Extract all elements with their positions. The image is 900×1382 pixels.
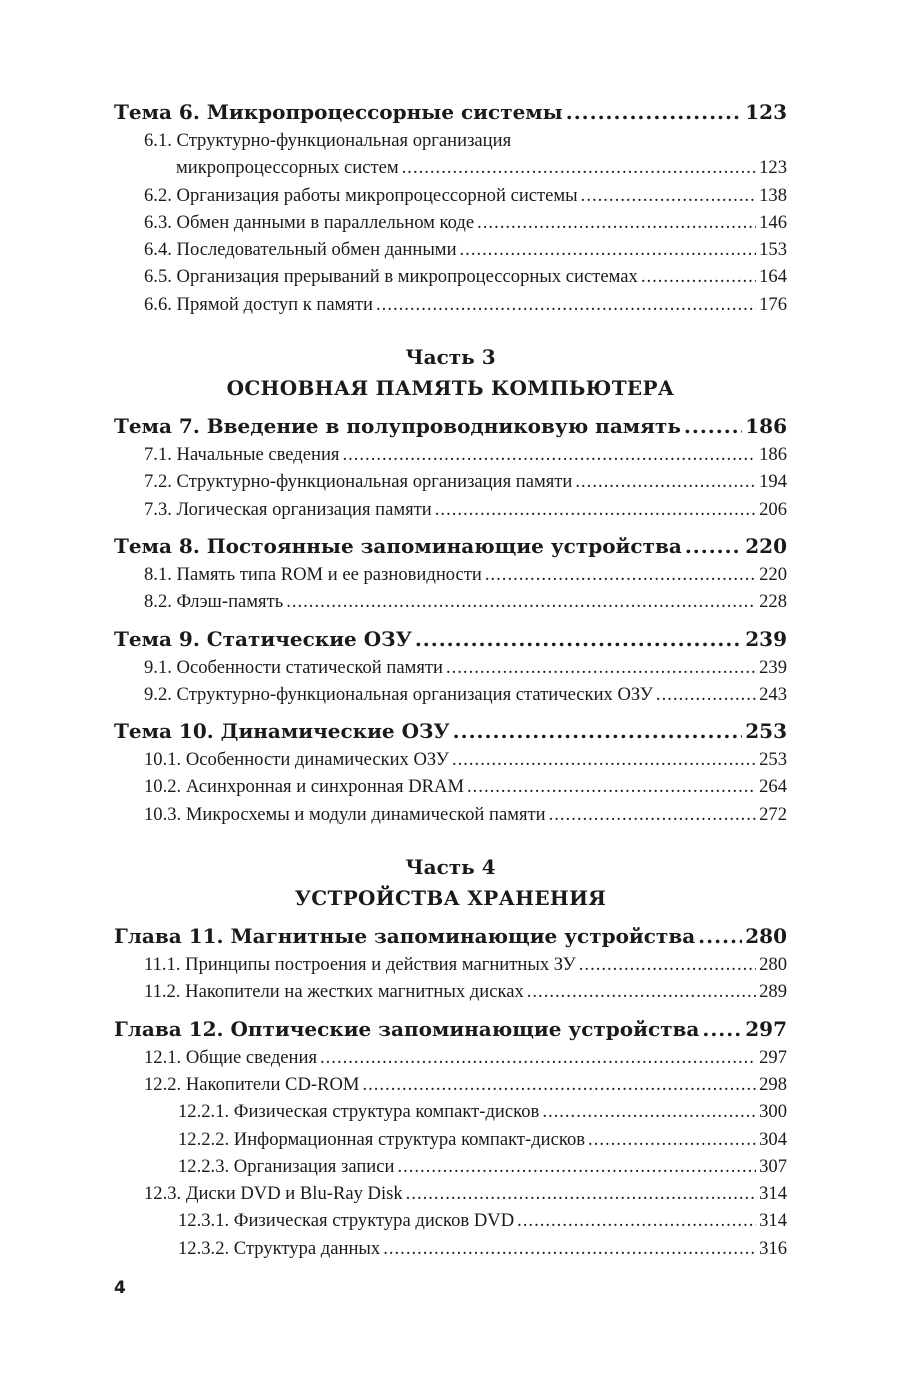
toc-label: 10.2. Асинхронная и синхронная DRAM: [144, 776, 464, 798]
toc-page: 228: [759, 591, 787, 613]
toc-title: Тема 9. Статические ОЗУ: [114, 626, 412, 651]
part-label: Часть 3: [405, 345, 496, 370]
dot-leader: [446, 654, 756, 681]
dot-leader: [527, 978, 756, 1005]
toc-page: 289: [759, 981, 787, 1003]
toc-label: 6.3. Обмен данными в параллельном коде: [144, 211, 475, 233]
toc-label: 12.3.1. Физическая структура дисков DVD: [178, 1210, 515, 1232]
dot-leader: [342, 441, 756, 468]
dot-leader: [542, 1098, 756, 1125]
toc-label: 6.1. Структурно-функциональная организация: [144, 130, 512, 151]
toc-item-12-3-2[interactable]: [114, 1235, 787, 1262]
toc-label: 10.3. Микросхемы и модули динамической памяти: [144, 803, 546, 825]
dot-leader: [376, 291, 756, 318]
toc-item-12-1[interactable]: [114, 1044, 787, 1071]
toc-item-8-1[interactable]: [114, 561, 787, 588]
toc-item-6-4[interactable]: [114, 236, 787, 263]
toc-page: 138: [759, 184, 787, 206]
toc-title: Тема 6. Микропроцессорные системы: [114, 100, 563, 124]
toc-item-7-3[interactable]: [114, 496, 787, 523]
toc-page: 194: [759, 471, 787, 493]
toc-page: 186: [759, 444, 787, 466]
toc-item-9-2[interactable]: [114, 681, 787, 708]
dot-leader: [362, 1071, 756, 1098]
toc-label: 12.2.3. Организация записи: [178, 1155, 395, 1177]
toc-page: 153: [759, 239, 787, 261]
dot-leader: [286, 588, 756, 615]
toc-page: 298: [759, 1073, 787, 1095]
toc-topic-6[interactable]: [114, 98, 787, 127]
toc-title: Тема 8. Постоянные запоминающие устройства: [114, 533, 682, 558]
toc-topic-8[interactable]: [114, 532, 787, 561]
toc-item-12-2-3[interactable]: [114, 1153, 787, 1180]
toc-topic-7[interactable]: [114, 412, 787, 441]
toc-item-12-2[interactable]: [114, 1071, 787, 1098]
toc-page: 280: [745, 924, 787, 949]
toc-page: 264: [759, 776, 787, 798]
dot-leader: [406, 1180, 756, 1207]
toc-label: 10.1. Особенности динамических ОЗУ: [144, 749, 449, 771]
toc-item-6-5[interactable]: [114, 263, 787, 290]
dot-leader: [452, 746, 756, 773]
dot-leader: [402, 154, 756, 181]
toc-page: 239: [745, 626, 787, 651]
toc-label: 6.5. Организация прерываний в микропроцессорных системах: [144, 266, 638, 288]
toc-page: 176: [759, 293, 787, 315]
dot-leader: [698, 922, 742, 951]
toc-item-9-1[interactable]: [114, 654, 787, 681]
toc-item-12-2-2[interactable]: [114, 1126, 787, 1153]
dot-leader: [581, 182, 756, 209]
toc-item-6-6[interactable]: [114, 291, 787, 318]
toc-title: Глава 11. Магнитные запоминающие устройства: [114, 924, 696, 949]
toc-page: 314: [759, 1210, 787, 1232]
toc-page: 220: [745, 533, 787, 558]
toc-label: 12.3. Диски DVD и Blu-Ray Disk: [144, 1183, 403, 1205]
toc-page: 123: [759, 157, 787, 179]
dot-leader: [397, 1153, 756, 1180]
toc-label: 12.2.2. Информационная структура компакт-дисков: [178, 1128, 586, 1150]
toc-label: 7.3. Логическая организация памяти: [144, 498, 432, 520]
toc-page: 316: [759, 1237, 787, 1259]
toc-page: 220: [759, 563, 787, 585]
toc-item-12-2-1[interactable]: [114, 1098, 787, 1125]
dot-leader: [485, 561, 756, 588]
table-of-contents: [114, 98, 787, 1262]
page-number: 4: [114, 1278, 126, 1298]
toc-item-10-1[interactable]: [114, 746, 787, 773]
toc-item-11-1[interactable]: [114, 951, 787, 978]
toc-page: 304: [759, 1128, 787, 1150]
toc-chapter-11[interactable]: [114, 922, 787, 951]
dot-leader: [415, 625, 742, 654]
dot-leader: [579, 951, 756, 978]
dot-leader: [549, 801, 757, 828]
toc-label: 6.4. Последовательный обмен данными: [144, 239, 457, 261]
toc-label: микропроцессорных систем: [176, 157, 399, 179]
toc-page: 206: [759, 498, 787, 520]
toc-page: 272: [759, 803, 787, 825]
toc-label: 12.1. Общие сведения: [144, 1046, 317, 1068]
toc-item-12-3[interactable]: [114, 1180, 787, 1207]
toc-chapter-12[interactable]: [114, 1015, 787, 1044]
dot-leader: [467, 773, 756, 800]
part-title: УСТРОЙСТВА ХРАНЕНИЯ: [294, 886, 607, 911]
toc-page: 297: [745, 1016, 787, 1041]
toc-label: 8.1. Память типа ROM и ее разновидности: [144, 563, 482, 585]
toc-page: 253: [759, 749, 787, 771]
toc-item-6-2[interactable]: [114, 182, 787, 209]
toc-item-6-3[interactable]: [114, 209, 787, 236]
toc-page: 253: [745, 719, 787, 744]
toc-title: Глава 12. Оптические запоминающие устройства: [114, 1016, 700, 1041]
toc-page: 239: [759, 656, 787, 678]
toc-label: 11.1. Принципы построения и действия магнитных ЗУ: [144, 954, 576, 976]
toc-item-6-1-line2[interactable]: [114, 154, 787, 181]
dot-leader: [435, 496, 756, 523]
toc-item-11-2[interactable]: [114, 978, 787, 1005]
part-3-heading: [114, 342, 787, 404]
toc-title: Тема 7. Введение в полупроводниковую память: [114, 414, 681, 439]
dot-leader: [460, 236, 757, 263]
toc-item-12-3-1[interactable]: [114, 1207, 787, 1234]
dot-leader: [588, 1126, 756, 1153]
toc-label: 7.1. Начальные сведения: [144, 444, 340, 466]
dot-leader: [477, 209, 756, 236]
dot-leader: [320, 1044, 756, 1071]
toc-page: 307: [759, 1155, 787, 1177]
toc-topic-10[interactable]: [114, 717, 787, 746]
toc-label: 12.2. Накопители CD-ROM: [144, 1073, 360, 1095]
toc-page: 280: [759, 954, 787, 976]
toc-item-7-2[interactable]: [114, 468, 787, 495]
dot-leader: [575, 468, 756, 495]
toc-page: 146: [759, 211, 787, 233]
dot-leader: [517, 1207, 756, 1234]
toc-page: 297: [759, 1046, 787, 1068]
toc-item-8-2[interactable]: [114, 588, 787, 615]
toc-title: Тема 10. Динамические ОЗУ: [114, 719, 450, 744]
dot-leader: [453, 717, 743, 746]
toc-page: 314: [759, 1183, 787, 1205]
toc-item-10-3[interactable]: [114, 801, 787, 828]
dot-leader: [656, 681, 756, 708]
part-4-heading: [114, 852, 787, 914]
toc-page: 300: [759, 1101, 787, 1123]
toc-page: 164: [759, 266, 787, 288]
toc-label: 9.2. Структурно-функциональная организация статических ОЗУ: [144, 683, 653, 705]
toc-label: 12.2.1. Физическая структура компакт-дисков: [178, 1101, 540, 1123]
toc-label: 12.3.2. Структура данных: [178, 1237, 381, 1259]
toc-label: 11.2. Накопители на жестких магнитных дисках: [144, 981, 524, 1003]
toc-page: 243: [759, 683, 787, 705]
toc-label: 7.2. Структурно-функциональная организация памяти: [144, 471, 573, 493]
toc-page: 123: [745, 100, 787, 124]
toc-topic-9[interactable]: [114, 625, 787, 654]
toc-item-6-1-line1[interactable]: [114, 127, 787, 154]
toc-label: 6.6. Прямой доступ к памяти: [144, 293, 374, 315]
part-label: Часть 4: [405, 855, 496, 880]
part-title: ОСНОВНАЯ ПАМЯТЬ КОМПЬЮТЕРА: [226, 376, 675, 401]
dot-leader: [685, 532, 742, 561]
dot-leader: [702, 1015, 742, 1044]
toc-label: 6.2. Организация работы микропроцессорной системы: [144, 184, 578, 206]
dot-leader: [566, 98, 743, 127]
toc-label: 8.2. Флэш-память: [144, 591, 284, 613]
toc-item-7-1[interactable]: [114, 441, 787, 468]
dot-leader: [641, 263, 756, 290]
dot-leader: [684, 412, 742, 441]
dot-leader: [383, 1235, 756, 1262]
toc-label: 9.1. Особенности статической памяти: [144, 656, 443, 678]
toc-item-10-2[interactable]: [114, 773, 787, 800]
toc-page: 186: [745, 414, 787, 439]
